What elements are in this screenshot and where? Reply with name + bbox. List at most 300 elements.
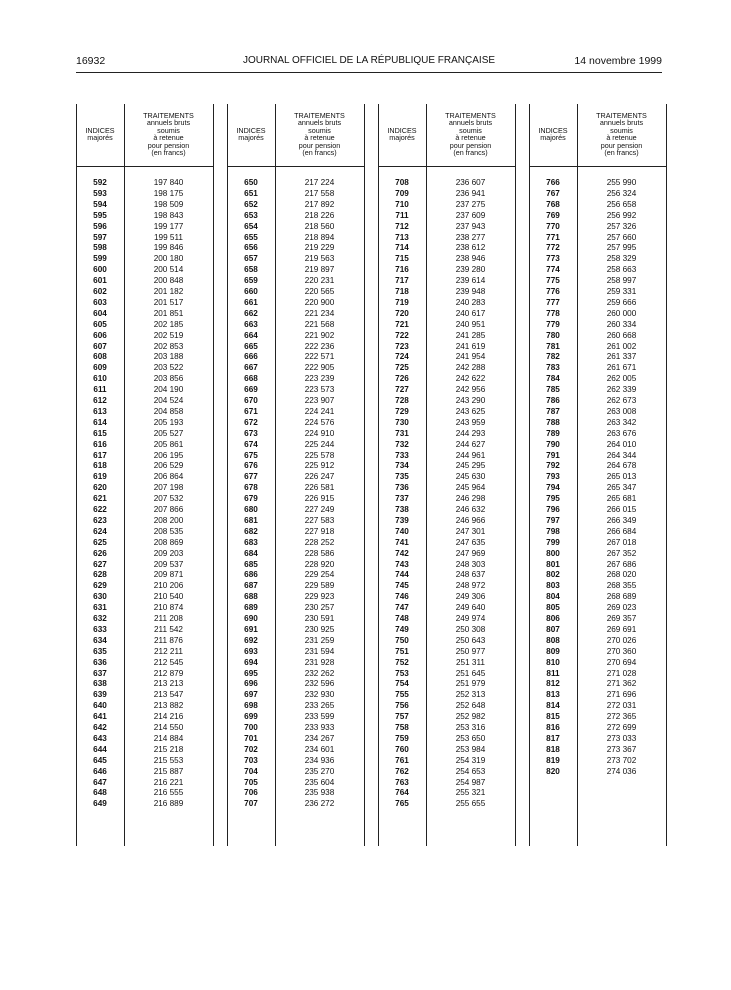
traitement-cell: 263 008 <box>606 406 637 416</box>
column-header-traitements <box>426 112 515 156</box>
index-majore-cell: 655 <box>244 232 258 242</box>
index-majore-cell: 653 <box>244 210 258 220</box>
index-majore-cell: 732 <box>395 439 409 449</box>
traitement-cell: 271 696 <box>606 690 637 700</box>
table-row <box>529 265 666 276</box>
index-majore-cell: 719 <box>395 297 409 307</box>
index-majore-cell: 622 <box>93 505 107 514</box>
table-row <box>378 549 515 560</box>
table-row <box>227 625 364 636</box>
traitement-cell: 258 997 <box>606 276 637 286</box>
index-majore-cell: 733 <box>395 450 409 460</box>
traitement-cell: 215 553 <box>153 755 184 765</box>
index-majore-cell: 671 <box>244 406 258 416</box>
traitement-cell: 216 555 <box>153 788 184 798</box>
table-row <box>378 647 515 658</box>
traitement-cell: 270 694 <box>606 657 637 667</box>
table-row <box>529 745 666 756</box>
traitement-cell: 221 902 <box>304 330 335 340</box>
column-header-line: TRAITEMENTS <box>294 111 345 120</box>
traitement-cell: 229 254 <box>304 570 335 580</box>
table-row <box>227 276 364 287</box>
traitement-cell: 267 352 <box>606 548 637 558</box>
table-row <box>529 178 666 189</box>
traitement-cell: 243 290 <box>455 396 486 405</box>
table-row <box>529 254 666 265</box>
table-row <box>227 516 364 527</box>
table-row <box>378 287 515 298</box>
column-header-line: majorés <box>87 133 113 143</box>
index-majore-cell: 742 <box>395 548 409 558</box>
index-majore-cell: 787 <box>546 406 560 416</box>
index-majore-cell: 805 <box>546 603 560 613</box>
traitement-cell: 254 987 <box>455 777 486 787</box>
traitement-cell: 268 355 <box>606 581 637 591</box>
table-row <box>227 178 364 189</box>
table-row <box>529 767 666 778</box>
index-majore-cell: 788 <box>546 417 560 427</box>
table-row <box>227 309 364 320</box>
table-row <box>378 189 515 200</box>
column-header-line: annuels bruts <box>146 118 191 128</box>
table-row <box>529 276 666 287</box>
traitement-cell: 246 298 <box>455 494 486 504</box>
table-row <box>227 679 364 690</box>
index-majore-cell: 819 <box>546 755 560 765</box>
index-majore-cell: 697 <box>244 690 258 700</box>
table-row <box>529 734 666 745</box>
table-row <box>227 200 364 211</box>
table-row <box>378 178 515 189</box>
traitement-cell: 224 910 <box>304 428 335 438</box>
traitement-cell: 223 573 <box>304 385 335 395</box>
table-row <box>529 494 666 505</box>
table-row <box>378 440 515 451</box>
index-majore-cell: 646 <box>93 766 107 776</box>
index-majore-cell: 672 <box>244 417 258 427</box>
traitement-cell: 215 887 <box>153 766 184 776</box>
index-majore-cell: 771 <box>546 232 560 242</box>
table-row <box>76 254 213 265</box>
traitement-cell: 212 211 <box>154 646 183 656</box>
traitement-cell: 248 637 <box>455 570 486 580</box>
table-row <box>378 799 515 810</box>
traitement-cell: 256 324 <box>606 188 637 198</box>
traitement-cell: 225 578 <box>304 450 335 460</box>
index-majore-cell: 760 <box>395 744 409 754</box>
index-majore-cell: 754 <box>395 679 409 689</box>
table-row <box>76 396 213 407</box>
table-row <box>76 647 213 658</box>
traitement-cell: 244 627 <box>455 439 486 449</box>
index-majore-cell: 612 <box>93 396 107 405</box>
index-majore-cell: 785 <box>546 385 560 395</box>
column-header-line: soumis <box>308 125 331 135</box>
column-header-line: soumis <box>459 125 482 135</box>
index-majore-cell: 693 <box>244 646 258 656</box>
table-row <box>227 440 364 451</box>
column-header-line: à retenue <box>153 133 184 143</box>
index-majore-cell: 630 <box>93 592 107 602</box>
traitement-cell: 222 236 <box>304 341 335 351</box>
traitement-cell: 219 229 <box>304 243 335 253</box>
index-majore-cell: 615 <box>93 428 107 438</box>
index-majore-cell: 701 <box>244 733 258 743</box>
index-majore-cell: 675 <box>244 450 258 460</box>
table-row <box>529 723 666 734</box>
index-majore-cell: 614 <box>93 417 107 427</box>
traitement-cell: 262 339 <box>606 385 637 395</box>
index-majore-cell: 601 <box>93 276 107 286</box>
index-majore-cell: 594 <box>93 199 107 209</box>
index-majore-cell: 795 <box>546 494 560 504</box>
index-majore-cell: 816 <box>546 723 560 732</box>
table-row <box>227 233 364 244</box>
table-row <box>227 461 364 472</box>
index-majore-cell: 751 <box>395 646 409 656</box>
index-majore-cell: 680 <box>244 505 258 514</box>
index-majore-cell: 681 <box>244 515 258 525</box>
table-row <box>227 614 364 625</box>
index-majore-cell: 748 <box>395 614 409 623</box>
traitement-cell: 200 514 <box>153 265 184 275</box>
index-majore-cell: 597 <box>93 232 107 242</box>
table-row <box>76 429 213 440</box>
table-row <box>378 222 515 233</box>
table-row <box>529 625 666 636</box>
index-majore-cell: 798 <box>546 526 560 536</box>
table-header-rule <box>76 166 213 167</box>
table-row <box>227 756 364 767</box>
index-majore-cell: 770 <box>546 221 560 231</box>
table-row <box>529 243 666 254</box>
table-row <box>227 189 364 200</box>
column-header-line: (en francs) <box>453 148 488 158</box>
traitement-cell: 243 625 <box>455 406 486 416</box>
table-row <box>76 570 213 581</box>
traitement-cell: 251 979 <box>455 679 486 689</box>
traitement-cell: 205 861 <box>153 439 184 449</box>
traitement-cell: 212 879 <box>153 668 184 678</box>
traitement-cell: 251 645 <box>455 668 486 678</box>
index-majore-cell: 604 <box>93 308 107 318</box>
index-majore-cell: 602 <box>93 287 107 296</box>
table-row <box>227 342 364 353</box>
traitement-cell: 201 517 <box>153 297 184 307</box>
traitement-cell: 213 213 <box>153 679 184 689</box>
index-majore-cell: 809 <box>546 646 560 656</box>
index-majore-cell: 763 <box>395 777 409 787</box>
traitement-cell: 226 915 <box>304 494 335 504</box>
index-majore-cell: 723 <box>395 341 409 351</box>
index-majore-cell: 692 <box>244 635 258 645</box>
traitement-cell: 270 360 <box>606 646 637 656</box>
traitement-cell: 262 005 <box>606 374 637 384</box>
column-header-line: pour pension <box>449 140 492 150</box>
traitement-cell: 247 635 <box>455 537 486 547</box>
traitement-cell: 256 992 <box>606 210 637 220</box>
column-header-line: INDICES <box>236 126 266 135</box>
traitement-cell: 230 591 <box>304 614 335 623</box>
index-majore-cell: 762 <box>395 766 409 776</box>
table-row <box>227 320 364 331</box>
table-row <box>227 352 364 363</box>
column-header-traitements <box>275 112 364 156</box>
table-row <box>76 745 213 756</box>
table-row <box>529 309 666 320</box>
traitement-cell: 202 519 <box>153 330 184 340</box>
table-row <box>76 363 213 374</box>
table-row <box>227 669 364 680</box>
traitement-cell: 212 545 <box>153 657 184 667</box>
traitement-cell: 256 658 <box>606 199 637 209</box>
index-majore-cell: 659 <box>244 276 258 286</box>
table-row <box>378 407 515 418</box>
index-majore-cell: 802 <box>546 570 560 580</box>
index-majore-cell: 679 <box>244 494 258 504</box>
index-majore-cell: 629 <box>93 581 107 591</box>
traitement-cell: 229 589 <box>304 581 335 591</box>
traitement-cell: 231 259 <box>304 635 335 645</box>
index-majore-cell: 725 <box>395 363 409 373</box>
table-row <box>529 429 666 440</box>
index-majore-cell: 747 <box>395 603 409 613</box>
table-row <box>529 396 666 407</box>
index-majore-cell: 764 <box>395 788 409 798</box>
table-row <box>529 472 666 483</box>
table-row <box>227 418 364 429</box>
index-majore-cell: 603 <box>93 297 107 307</box>
table-row <box>378 331 515 342</box>
traitement-cell: 257 326 <box>606 221 637 231</box>
index-majore-cell: 648 <box>93 788 107 798</box>
table-row <box>529 483 666 494</box>
traitement-cell: 246 632 <box>455 505 486 514</box>
table-row <box>76 788 213 799</box>
traitement-cell: 224 576 <box>304 417 335 427</box>
table-row <box>227 734 364 745</box>
index-majore-cell: 741 <box>395 537 409 547</box>
traitement-cell: 220 231 <box>304 276 335 286</box>
traitement-cell: 221 234 <box>304 308 335 318</box>
traitement-cell: 236 607 <box>455 178 486 187</box>
index-majore-cell: 711 <box>395 210 409 220</box>
index-majore-cell: 800 <box>546 548 560 558</box>
index-majore-cell: 640 <box>93 701 107 711</box>
index-majore-cell: 801 <box>546 559 560 569</box>
traitement-cell: 235 604 <box>304 777 335 787</box>
traitement-cell: 207 866 <box>153 505 184 514</box>
index-majore-cell: 608 <box>93 352 107 362</box>
index-majore-cell: 790 <box>546 439 560 449</box>
traitement-cell: 216 221 <box>153 777 184 787</box>
traitement-cell: 264 344 <box>606 450 637 460</box>
index-majore-cell: 726 <box>395 374 409 384</box>
traitement-cell: 198 509 <box>153 199 184 209</box>
index-majore-cell: 637 <box>93 668 107 678</box>
table-row <box>227 712 364 723</box>
traitement-cell: 242 956 <box>455 385 486 395</box>
traitement-cell: 273 367 <box>606 744 637 754</box>
traitement-cell: 241 954 <box>455 352 486 362</box>
index-majore-cell: 682 <box>244 526 258 536</box>
table-row <box>76 298 213 309</box>
index-majore-cell: 749 <box>395 624 409 634</box>
table-row <box>529 451 666 462</box>
table-row <box>76 320 213 331</box>
index-majore-cell: 596 <box>93 221 107 231</box>
table-row <box>227 570 364 581</box>
traitement-cell: 234 267 <box>304 733 335 743</box>
table-row <box>378 690 515 701</box>
index-majore-cell: 678 <box>244 483 258 493</box>
index-majore-cell: 620 <box>93 483 107 493</box>
traitement-cell: 253 316 <box>455 723 486 732</box>
table-row <box>378 385 515 396</box>
traitement-cell: 208 869 <box>153 537 184 547</box>
table-row <box>76 636 213 647</box>
index-majore-cell: 780 <box>546 330 560 340</box>
traitement-cell: 226 247 <box>304 472 335 482</box>
table-row <box>76 679 213 690</box>
traitement-cell: 266 015 <box>606 505 637 514</box>
table-row <box>529 592 666 603</box>
index-majore-cell: 635 <box>93 646 107 656</box>
index-majore-cell: 721 <box>395 319 409 329</box>
index-majore-cell: 720 <box>395 308 409 318</box>
traitement-cell: 251 311 <box>456 657 485 667</box>
table-row <box>76 767 213 778</box>
index-majore-cell: 662 <box>244 308 258 318</box>
traitement-cell: 217 224 <box>304 178 335 187</box>
traitement-cell: 204 190 <box>153 385 184 395</box>
table-row <box>529 636 666 647</box>
index-majore-cell: 735 <box>395 472 409 482</box>
index-majore-cell: 773 <box>546 254 560 264</box>
column-header-indices <box>227 127 275 142</box>
table-vertical-rule <box>364 104 365 846</box>
traitement-cell: 207 532 <box>153 494 184 504</box>
table-row <box>529 352 666 363</box>
table-row <box>227 396 364 407</box>
column-header-line: INDICES <box>85 126 115 135</box>
table-row <box>529 570 666 581</box>
page-header <box>76 55 662 71</box>
traitement-cell: 234 601 <box>304 744 335 754</box>
index-majore-cell: 794 <box>546 483 560 493</box>
index-majore-cell: 698 <box>244 701 258 711</box>
index-majore-cell: 625 <box>93 537 107 547</box>
traitement-cell: 249 306 <box>455 592 486 602</box>
table-row <box>529 505 666 516</box>
traitement-cell: 259 331 <box>606 287 637 296</box>
table-row <box>529 233 666 244</box>
table-row <box>227 243 364 254</box>
traitement-cell: 266 349 <box>606 515 637 525</box>
table-row <box>76 243 213 254</box>
index-majore-cell: 605 <box>93 319 107 329</box>
traitement-cell: 250 977 <box>455 646 486 656</box>
index-majore-cell: 690 <box>244 614 258 623</box>
column-header-line: (en francs) <box>302 148 337 158</box>
table-row <box>76 451 213 462</box>
index-majore-cell: 705 <box>244 777 258 787</box>
traitement-cell: 273 702 <box>606 755 637 765</box>
traitement-cell: 211 542 <box>154 624 183 634</box>
table-row <box>529 287 666 298</box>
traitement-cell: 257 660 <box>606 232 637 242</box>
traitement-cell: 206 529 <box>153 461 184 471</box>
traitement-cell: 220 565 <box>304 287 335 296</box>
traitement-cell: 267 686 <box>606 559 637 569</box>
column-header-line: soumis <box>610 125 633 135</box>
index-majore-cell: 661 <box>244 297 258 307</box>
column-header-line: INDICES <box>387 126 417 135</box>
table-row <box>529 690 666 701</box>
index-majore-cell: 781 <box>546 341 560 351</box>
traitement-cell: 271 028 <box>606 668 637 678</box>
table-row <box>76 494 213 505</box>
index-majore-cell: 750 <box>395 635 409 645</box>
index-majore-cell: 778 <box>546 308 560 318</box>
table-row <box>76 516 213 527</box>
traitement-cell: 209 203 <box>153 548 184 558</box>
traitement-cell: 237 275 <box>455 199 486 209</box>
table-row <box>529 363 666 374</box>
traitement-cell: 272 365 <box>606 712 637 722</box>
traitement-cell: 253 984 <box>455 744 486 754</box>
index-majore-cell: 808 <box>546 635 560 645</box>
table-row <box>378 734 515 745</box>
traitement-cell: 198 175 <box>153 188 184 198</box>
index-majore-cell: 664 <box>244 330 258 340</box>
index-majore-cell: 757 <box>395 712 409 722</box>
index-majore-cell: 753 <box>395 668 409 678</box>
index-majore-cell: 619 <box>93 472 107 482</box>
table-row <box>529 658 666 669</box>
table-row <box>529 222 666 233</box>
index-majore-cell: 820 <box>546 766 560 776</box>
traitement-cell: 271 362 <box>606 679 637 689</box>
table-row <box>529 298 666 309</box>
index-majore-cell: 607 <box>93 341 107 351</box>
traitement-cell: 197 840 <box>153 178 184 187</box>
traitement-cell: 210 874 <box>153 603 184 613</box>
column-header-line: majorés <box>389 133 415 143</box>
table-row <box>378 374 515 385</box>
traitement-cell: 223 907 <box>304 396 335 405</box>
index-majore-cell: 706 <box>244 788 258 798</box>
traitement-cell: 221 568 <box>304 319 335 329</box>
traitement-cell: 264 010 <box>606 439 637 449</box>
table-header-rule <box>529 166 666 167</box>
traitement-cell: 231 928 <box>304 657 335 667</box>
table-row <box>378 603 515 614</box>
index-majore-cell: 676 <box>244 461 258 471</box>
index-majore-cell: 739 <box>395 515 409 525</box>
column-header-line: pour pension <box>298 140 341 150</box>
traitement-cell: 247 301 <box>455 526 486 536</box>
traitement-cell: 268 689 <box>606 592 637 602</box>
journal-title: JOURNAL OFFICIEL DE LA RÉPUBLIQUE FRANÇAISE <box>242 55 496 66</box>
table-row <box>227 505 364 516</box>
table-row <box>227 549 364 560</box>
traitement-cell: 199 846 <box>153 243 184 253</box>
index-majore-cell: 810 <box>546 657 560 667</box>
table-row <box>76 374 213 385</box>
traitement-cell: 265 347 <box>606 483 637 493</box>
index-majore-cell: 755 <box>395 690 409 700</box>
